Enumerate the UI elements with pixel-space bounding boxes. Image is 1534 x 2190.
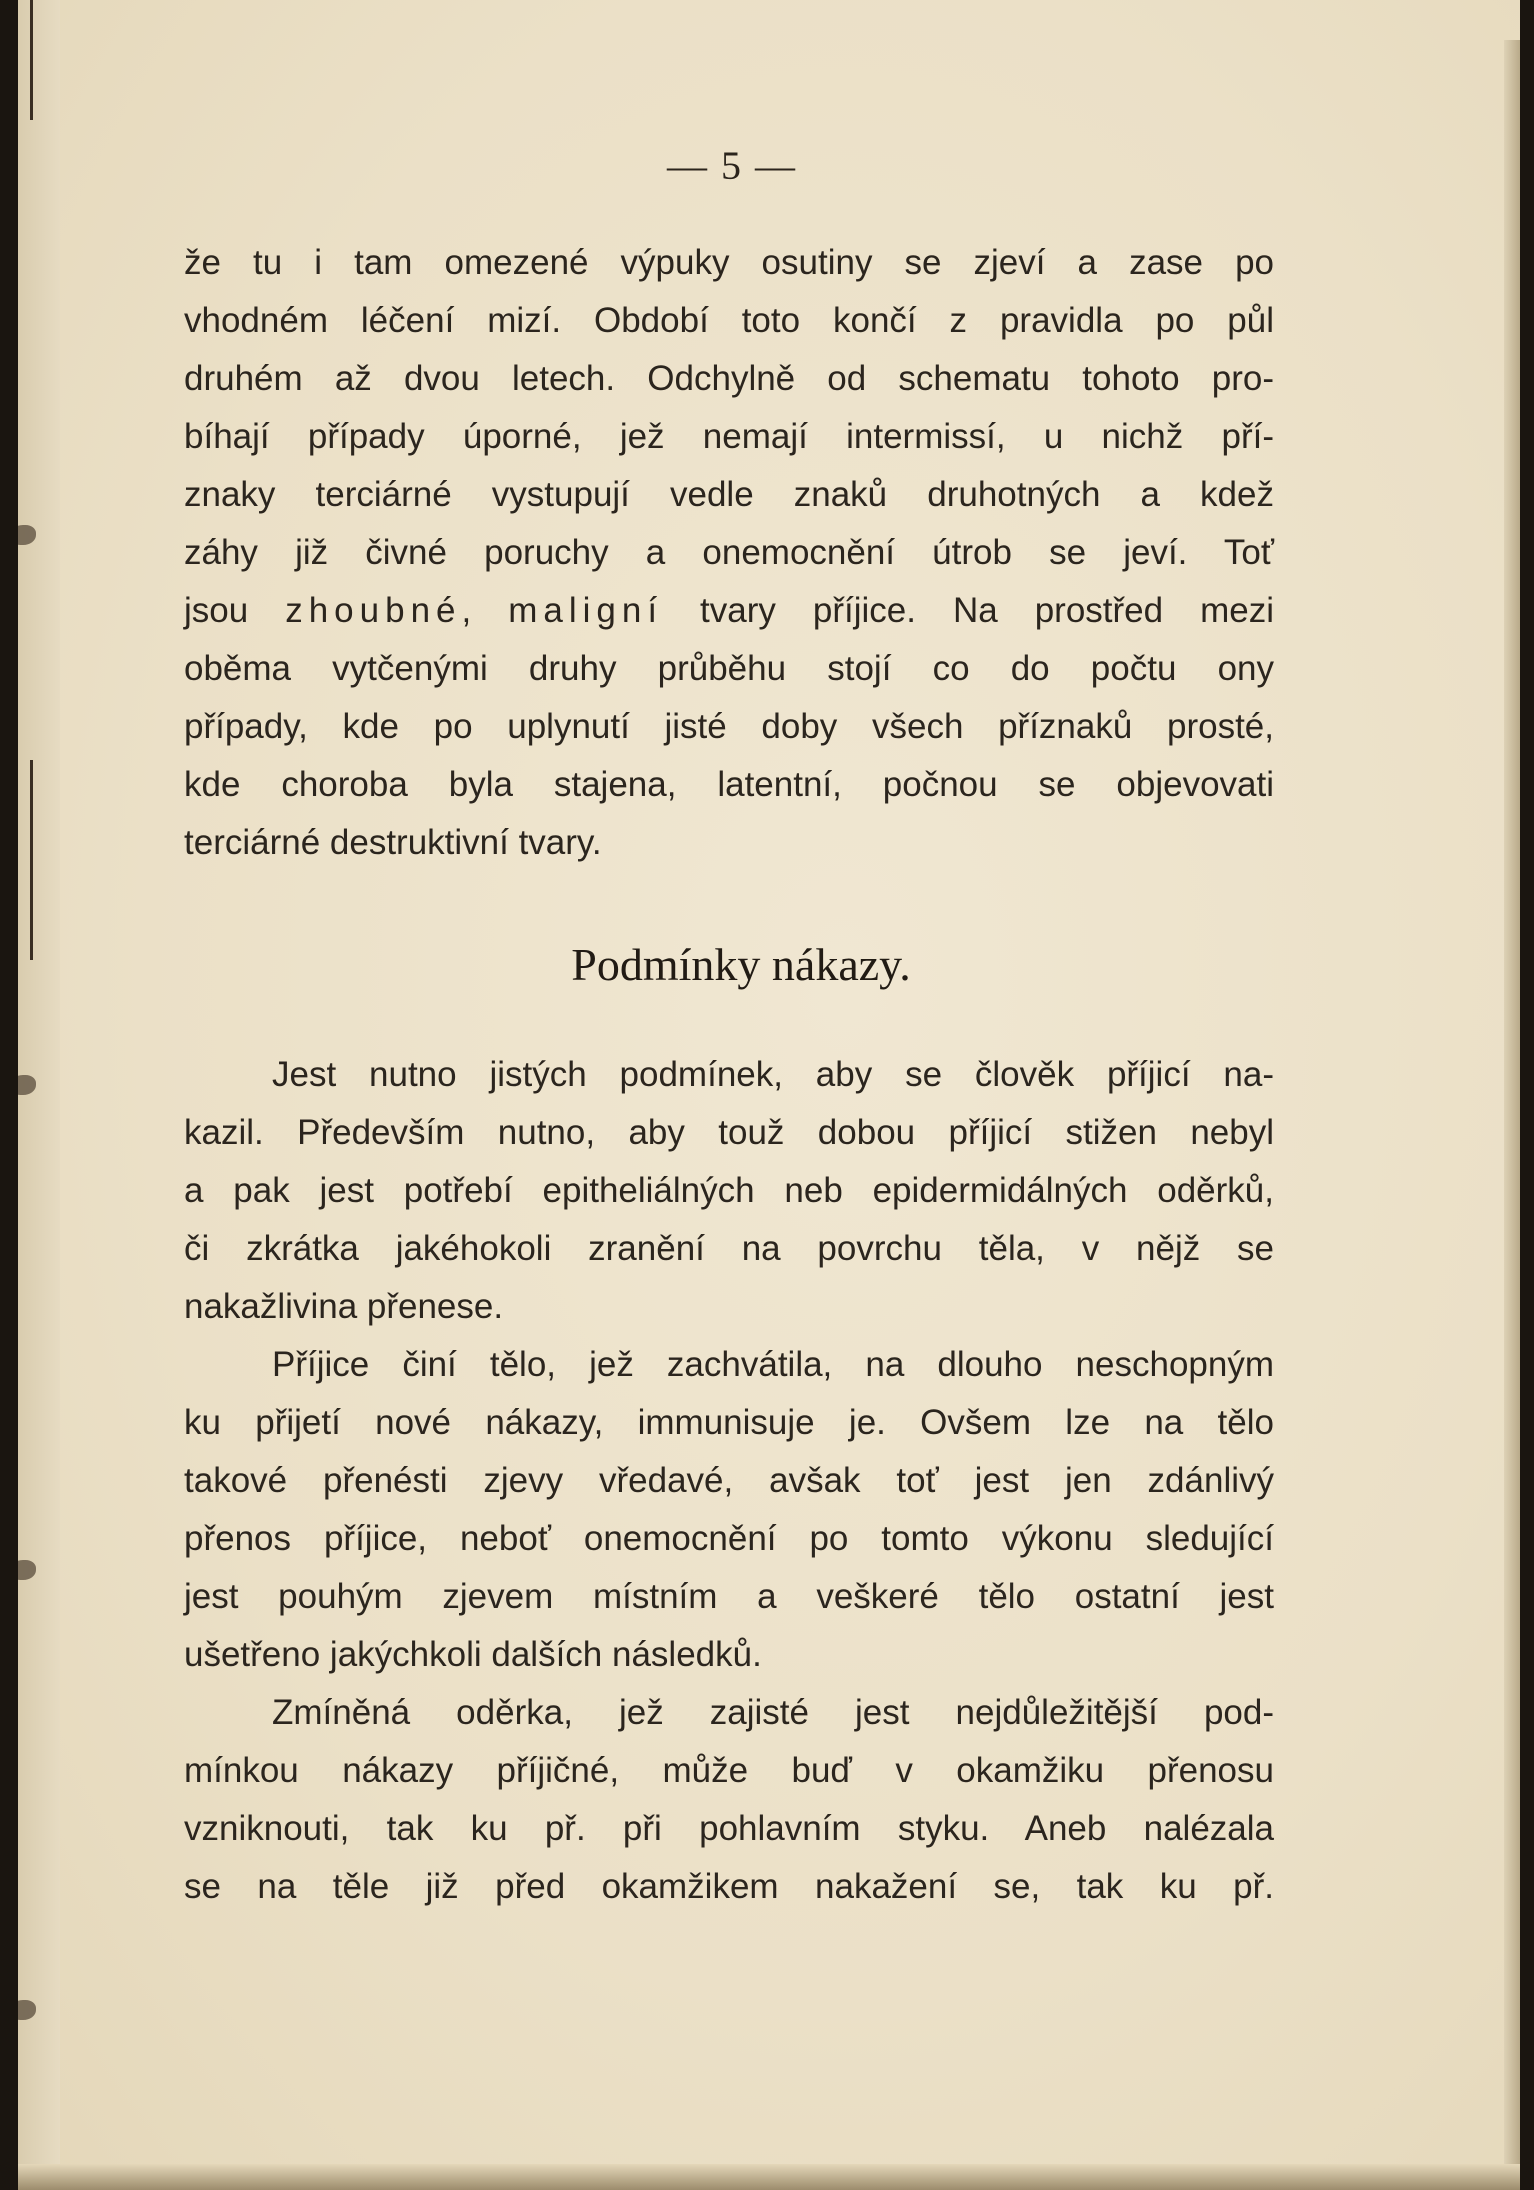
spine-mark bbox=[30, 760, 33, 960]
text-line: ušetřeno jakýchkoli dalších následků. bbox=[184, 1635, 762, 1674]
text-line: Zmíněná oděrka, jež zajisté jest nejdůležitější pod- bbox=[272, 1693, 1274, 1732]
text-line: takové přenésti zjevy vředavé, avšak toť jest jen zdánlivý bbox=[184, 1461, 1274, 1500]
paragraph-2 bbox=[184, 1046, 1274, 1336]
text-line: oběma vytčenými druhy průběhu stojí co do počtu ony bbox=[184, 649, 1274, 688]
text-line: Jest nutno jistých podmínek, aby se člověk příjicí na- bbox=[272, 1055, 1274, 1094]
text-line: vzniknouti, tak ku př. při pohlavním styku. Aneb nalézala bbox=[184, 1809, 1274, 1848]
text-line: druhém až dvou letech. Odchylně od schematu tohoto pro- bbox=[184, 359, 1274, 398]
page-number: — 5 — bbox=[667, 143, 797, 188]
spaced-term: maligní bbox=[508, 591, 664, 630]
text-fragment: jsou bbox=[184, 591, 286, 630]
text-line: terciárné destruktivní tvary. bbox=[184, 823, 602, 862]
text-fragment: , bbox=[461, 591, 509, 630]
text-line: kazil. Především nutno, aby touž dobou příjicí stižen nebyl bbox=[184, 1113, 1274, 1152]
page-gutter bbox=[18, 0, 60, 2190]
text-line: Příjice činí tělo, jež zachvátila, na dlouho neschopným bbox=[272, 1345, 1274, 1384]
book-page bbox=[18, 0, 1520, 2190]
text-line: přenos příjice, neboť onemocnění po tomto výkonu sledující bbox=[184, 1519, 1274, 1558]
text-line bbox=[184, 582, 1274, 640]
text-line: bíhají případy úporné, jež nemají intermissí, u nichž pří- bbox=[184, 417, 1274, 456]
text-line: nakažlivina přenese. bbox=[184, 1287, 504, 1326]
spine-mark bbox=[30, 0, 33, 120]
paragraph-3 bbox=[184, 1336, 1274, 1684]
text-line: vhodném léčení mizí. Období toto končí z pravidla po půl bbox=[184, 301, 1274, 340]
text-line: a pak jest potřebí epitheliálných neb epidermidálných oděrků, bbox=[184, 1171, 1274, 1210]
text-line: ku přijetí nové nákazy, immunisuje je. Ovšem lze na tělo bbox=[184, 1403, 1274, 1442]
text-line: kde choroba byla stajena, latentní, počnou se objevovati bbox=[184, 765, 1274, 804]
spaced-term: zhoubné bbox=[285, 591, 462, 630]
text-line: záhy již čivné poruchy a onemocnění útrob se jeví. Toť bbox=[184, 533, 1274, 572]
page-edge bbox=[1504, 40, 1520, 2170]
paragraph-1 bbox=[184, 234, 1274, 872]
text-line: či zkrátka jakéhokoli zranění na povrchu těla, v nějž se bbox=[184, 1229, 1274, 1268]
text-line: mínkou nákazy příjičné, může buď v okamžiku přenosu bbox=[184, 1751, 1274, 1790]
text-line: případy, kde po uplynutí jisté doby všech příznaků prosté, bbox=[184, 707, 1274, 746]
text-line: že tu i tam omezené výpuky osutiny se zjeví a zase po bbox=[184, 243, 1274, 282]
page-edge bbox=[18, 2164, 1520, 2190]
section-heading: Podmínky nákazy. bbox=[571, 939, 911, 990]
text-line: jest pouhým zjevem místním a veškeré tělo ostatní jest bbox=[184, 1577, 1274, 1616]
text-line: se na těle již před okamžikem nakažení se, tak ku př. bbox=[184, 1867, 1274, 1906]
text-fragment: tvary příjice. Na prostřed mezi bbox=[663, 591, 1274, 630]
paragraph-4 bbox=[184, 1684, 1274, 1916]
text-line: znaky terciárné vystupují vedle znaků druhotných a kdež bbox=[184, 475, 1274, 514]
